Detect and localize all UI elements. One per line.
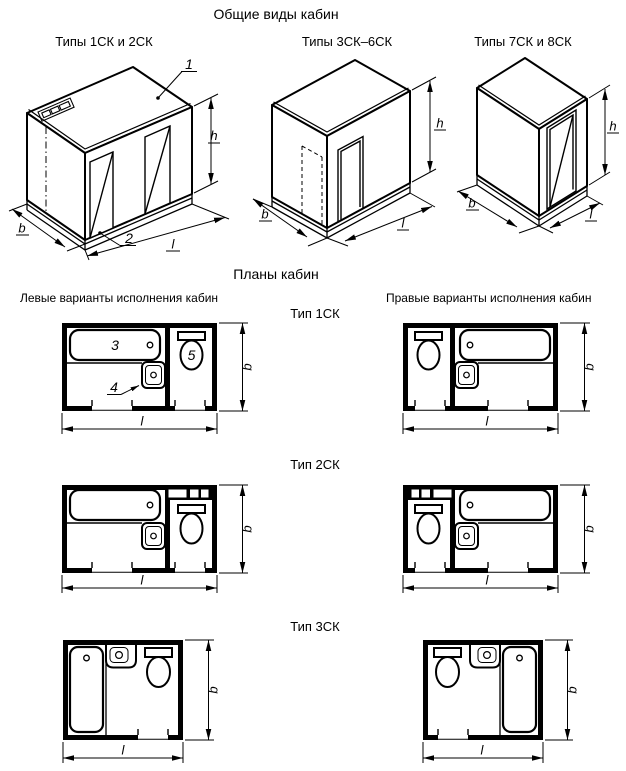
svg-text:h: h	[436, 115, 444, 131]
dim-l	[62, 573, 217, 594]
dim-h	[589, 85, 619, 185]
svg-text:b: b	[239, 525, 255, 533]
type-3sk-label: Тип 3СК	[290, 619, 340, 634]
svg-text:l: l	[485, 572, 489, 588]
svg-text:b: b	[468, 195, 476, 211]
dim-l	[62, 413, 217, 434]
callout-sink	[107, 379, 139, 395]
view1-label: Типы 1СК и 2СК	[55, 34, 153, 49]
callout-1	[156, 56, 197, 100]
dim-l	[403, 573, 558, 594]
svg-text:2: 2	[125, 230, 133, 246]
svg-text:l: l	[171, 236, 175, 252]
dim-h	[412, 77, 446, 182]
plans-title: Планы кабин	[233, 266, 319, 282]
dim-b	[219, 323, 255, 411]
svg-text:b: b	[581, 525, 597, 533]
svg-text:1: 1	[185, 56, 193, 72]
dim-b	[219, 485, 255, 573]
svg-text:b: b	[564, 686, 580, 694]
svg-text:h: h	[609, 118, 617, 134]
dim-h	[194, 94, 220, 193]
callout-toilet: 5	[187, 347, 196, 363]
dim-b	[545, 640, 580, 740]
plan-3sk-right	[419, 636, 589, 768]
dim-b	[185, 640, 221, 740]
iso-view-types-7sk-8sk	[450, 55, 626, 260]
plan-2sk-right	[399, 481, 609, 601]
dim-l	[423, 742, 543, 763]
dim-l	[63, 742, 183, 763]
view3-label: Типы 7СК и 8СК	[474, 34, 572, 49]
plan-1sk-left	[58, 319, 263, 439]
svg-text:4: 4	[110, 379, 118, 395]
svg-text:b: b	[205, 686, 221, 694]
svg-text:h: h	[210, 128, 218, 143]
svg-text:b: b	[18, 220, 26, 236]
iso-view-types-3sk-6sk	[250, 55, 450, 255]
dim-l	[403, 413, 558, 434]
iso-view-types-1sk-2sk	[8, 55, 248, 265]
left-variants-label: Левые варианты исполнения кабин	[19, 291, 219, 305]
view2-label: Типы 3СК–6СК	[301, 34, 393, 49]
callout-bath: 3	[111, 337, 119, 353]
type-1sk-label: Тип 1СК	[290, 306, 340, 321]
door-opening	[547, 110, 576, 209]
dim-b	[560, 485, 597, 573]
right-variants-label: Правые варианты исполнения кабин	[386, 291, 592, 305]
plan-3sk-left	[59, 636, 229, 768]
svg-text:b: b	[239, 363, 255, 371]
svg-text:l: l	[480, 742, 484, 758]
page-title: Общие виды кабин	[213, 6, 339, 22]
svg-text:l: l	[485, 413, 489, 429]
svg-text:l: l	[140, 413, 144, 429]
svg-text:l: l	[589, 206, 593, 222]
plan-1sk-right	[399, 319, 609, 439]
svg-text:b: b	[261, 206, 269, 222]
type-2sk-label: Тип 2СК	[290, 457, 340, 472]
svg-text:b: b	[581, 363, 597, 371]
svg-text:l: l	[140, 572, 144, 588]
svg-text:l: l	[401, 215, 405, 231]
svg-text:l: l	[121, 742, 125, 758]
dim-b	[560, 323, 597, 411]
plan-2sk-left	[58, 481, 263, 601]
